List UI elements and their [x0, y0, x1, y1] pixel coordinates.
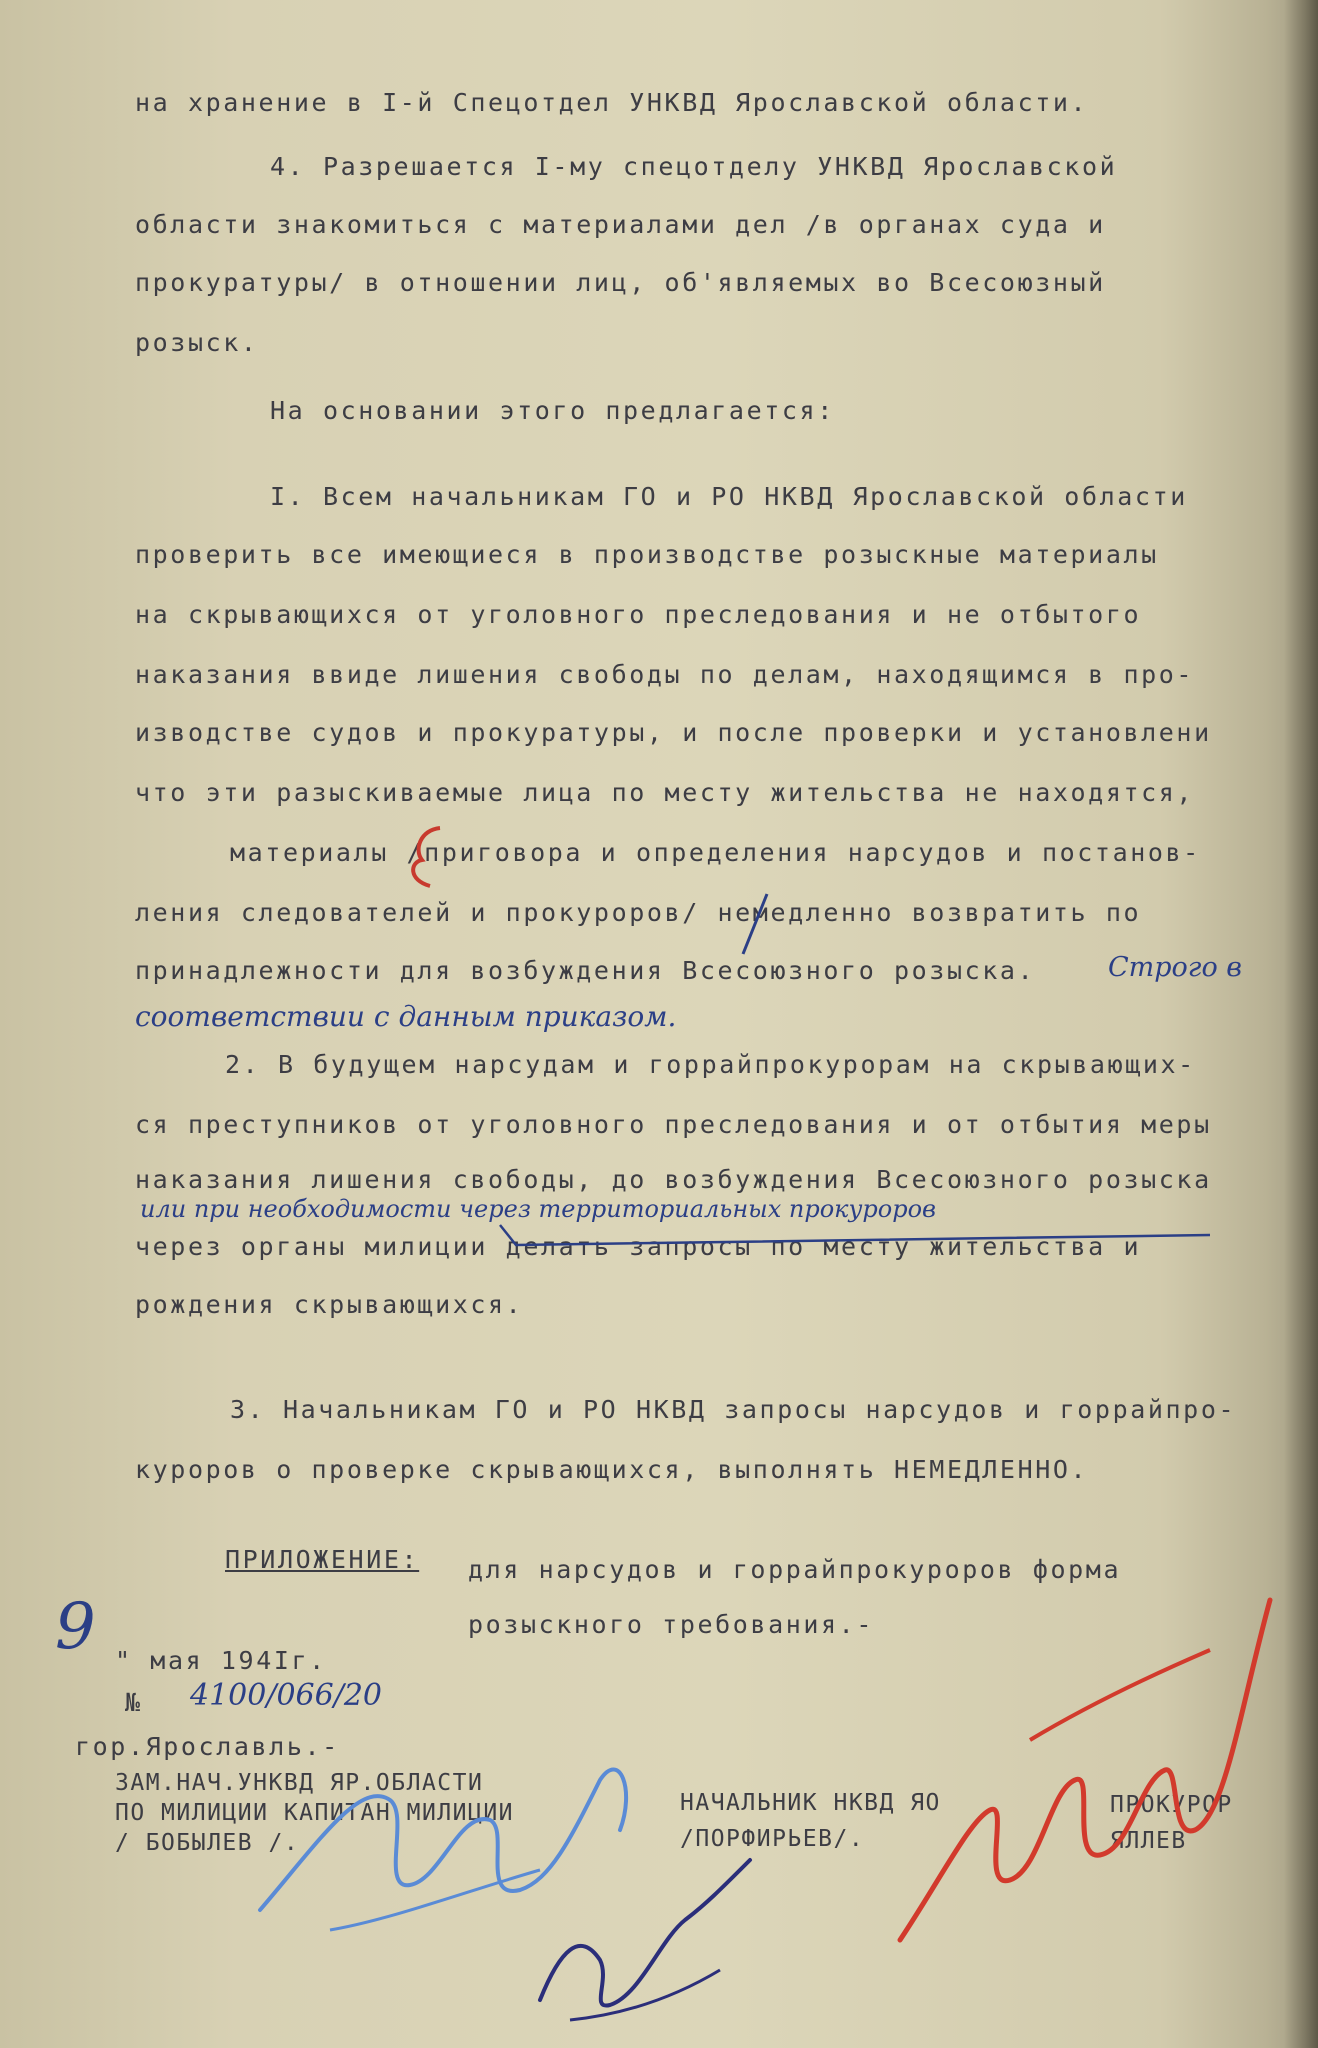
- signatory-right-name: ЯЛЛЕВ: [1110, 1828, 1187, 1854]
- city-line: гор.Ярославль.-: [75, 1732, 340, 1761]
- signatory-right-title: ПРОКУРОР: [1110, 1792, 1233, 1818]
- doc-line-18: наказания лишения свободы, до возбуждения Всесоюзного розыска: [135, 1165, 1212, 1194]
- doc-line-11: изводстве судов и прокуратуры, и после проверки и установлени: [135, 718, 1212, 747]
- signature-red: [880, 1560, 1300, 1980]
- doc-line-21: 3. Начальникам ГО и РО НКВД запросы нарсудов и горрайпро-: [230, 1395, 1237, 1424]
- appendix-label: ПРИЛОЖЕНИЕ:: [225, 1545, 420, 1574]
- doc-line-10: наказания ввиде лишения свободы по делам, находящимся в про-: [135, 660, 1195, 689]
- signatory-mid-name: /ПОРФИРЬЕВ/.: [680, 1826, 865, 1852]
- doc-line-8: проверить все имеющиеся в производстве розыскные материалы: [135, 540, 1159, 569]
- doc-line-13: материалы /приговора и определения нарсудов и постанов-: [230, 838, 1201, 867]
- doc-line-20: рождения скрывающихся.: [135, 1290, 524, 1319]
- appendix-text-2: розыскного требования.-: [468, 1610, 874, 1639]
- doc-line-9: на скрывающихся от уголовного преследования и не отбытого: [135, 600, 1142, 629]
- doc-line-19: через органы милиции делать запросы по месту жительства и: [135, 1232, 1142, 1261]
- handwritten-date-day: 9: [55, 1590, 96, 1664]
- date-line: " мая 194Iг.: [115, 1646, 327, 1675]
- handwritten-insert-1: Строго в: [1108, 952, 1242, 983]
- doc-line-14: ления следователей и прокуроров/ немедленно возвратить по: [135, 898, 1142, 927]
- doc-line-6: На основании этого предлагается:: [270, 396, 835, 425]
- signatory-left-name: / БОБЫЛЕВ /.: [115, 1830, 300, 1856]
- signatory-left-title-1: ЗАМ.НАЧ.УНКВД ЯР.ОБЛАСТИ: [115, 1770, 484, 1796]
- blue-slash-mark: [735, 890, 775, 960]
- signature-blue-dark: [510, 1830, 790, 2030]
- doc-line-4: прокуратуры/ в отношении лиц, об'являемых во Всесоюзный: [135, 268, 1106, 297]
- doc-line-5: розыск.: [135, 328, 259, 357]
- page-fold-shadow: [1284, 0, 1318, 2048]
- doc-line-2: 4. Разрешается I-му спецотделу УНКВД Ярославской: [270, 152, 1118, 181]
- doc-line-22: куроров о проверке скрывающихся, выполнять НЕМЕДЛЕННО.: [135, 1455, 1089, 1484]
- doc-line-16: 2. В будущем нарсудам и горрайпрокурорам на скрывающих-: [225, 1050, 1196, 1079]
- handwritten-insert-3: или при необходимости через территориальных прокуроров: [140, 1195, 937, 1223]
- doc-line-12: что эти разыскиваемые лица по месту жительства не находятся,: [135, 778, 1195, 807]
- signatory-mid-title: НАЧАЛЬНИК НКВД ЯО: [680, 1790, 941, 1816]
- doc-line-17: ся преступников от уголовного преследования и от отбытия меры: [135, 1110, 1212, 1139]
- doc-line-1: на хранение в I-й Спецотдел УНКВД Ярославской области.: [135, 88, 1089, 117]
- handwritten-reg-number: 4100/066/20: [190, 1678, 382, 1713]
- number-label: №: [125, 1688, 143, 1717]
- appendix-text-1: для нарсудов и горрайпрокуроров форма: [468, 1555, 1122, 1584]
- doc-line-15: принадлежности для возбуждения Всесоюзного розыска.: [135, 956, 1036, 985]
- doc-line-7: I. Всем начальникам ГО и РО НКВД Ярославской области: [270, 482, 1188, 511]
- insert-bracket: [480, 1215, 1240, 1255]
- red-correction-mark: [400, 820, 460, 900]
- signatory-left-title-2: ПО МИЛИЦИИ КАПИТАН МИЛИЦИИ: [115, 1800, 515, 1826]
- doc-line-3: области знакомиться с материалами дел /в органах суда и: [135, 210, 1106, 239]
- handwritten-insert-2: соответствии с данным приказом.: [135, 1000, 677, 1033]
